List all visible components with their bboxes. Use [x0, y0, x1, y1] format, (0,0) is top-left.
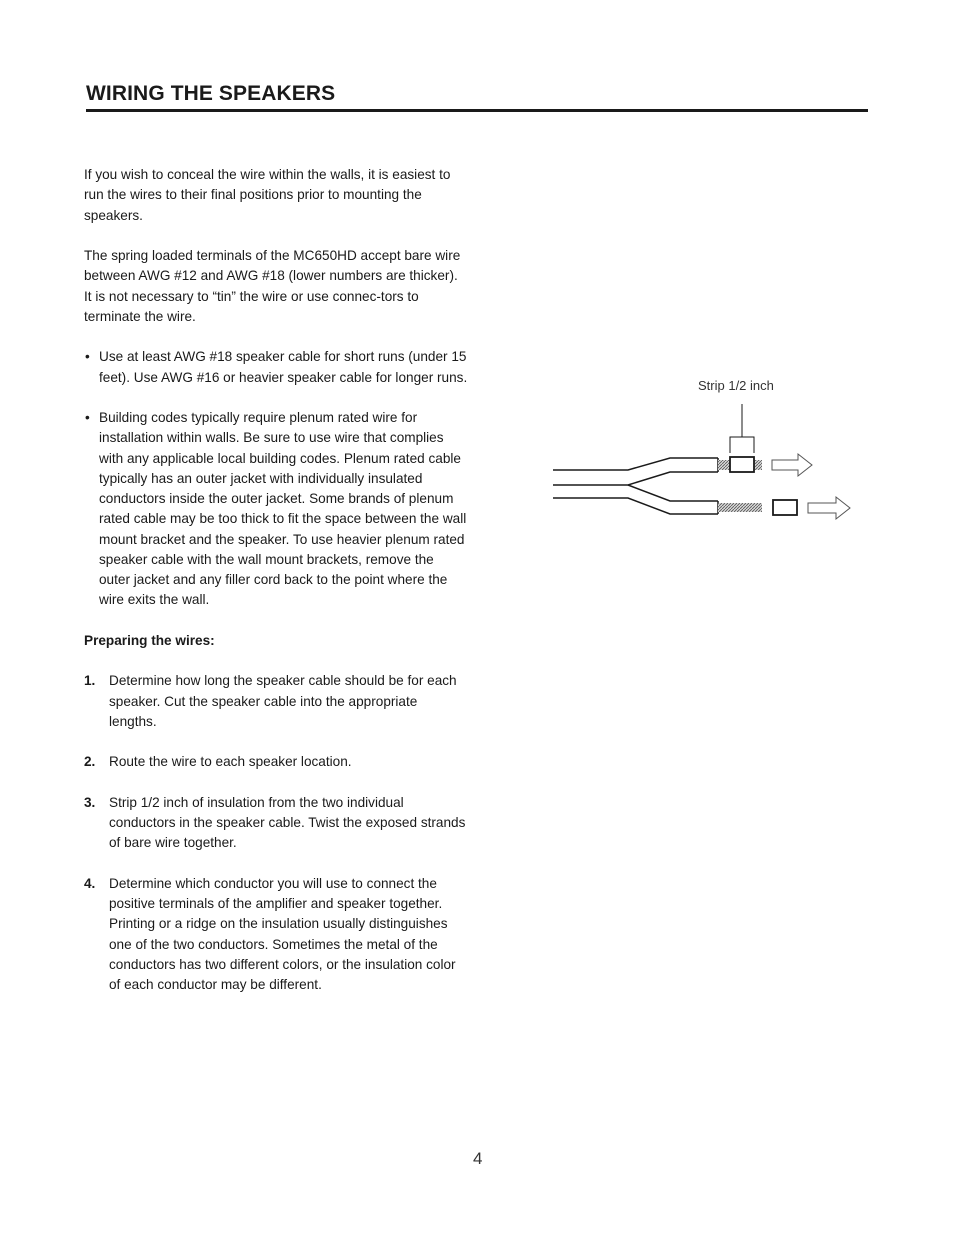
bullet-text: Use at least AWG #18 speaker cable for short runs (under 15 feet). Use AWG #16 or heavier speaker cable for longer runs.: [99, 349, 468, 385]
step-text: Determine how long the speaker cable should be for each speaker. Cut the speaker cable into the appropriate lengths.: [109, 673, 457, 729]
step-number: 4.: [84, 875, 96, 891]
strip-label: Strip 1/2 inch: [698, 378, 774, 393]
bullet-marker: •: [85, 410, 90, 425]
step-item: [84, 793, 468, 854]
step-item: [84, 671, 468, 732]
step-text: Strip 1/2 inch of insulation from the two individual conductors in the speaker cable. Twist the exposed strands of bare wire together.: [109, 794, 466, 851]
title-rule: [86, 109, 868, 112]
step-number: 2.: [84, 754, 96, 770]
page-number: 4: [473, 1149, 483, 1168]
intro-paragraph: The spring loaded terminals of the MC650HD accept bare wire between AWG #12 and AWG #18 (lower numbers are thicker). It is not necessary to “tin” the wire or use connec-tors to terminate the wire.: [84, 248, 461, 324]
arrow-right-icon: [772, 454, 812, 476]
step-text: Determine which conductor you will use to connect the positive terminals of the amplifier and speaker together. Printing or a ridge on the insulation usually distinguishes one of the two conductors. Sometimes the metal of the conductors has two different colors, or the insulation color of each conductor may be different.: [109, 875, 456, 992]
text-column: [84, 165, 468, 1016]
section-heading: Preparing the wires:: [84, 632, 215, 648]
step-number: 3.: [84, 794, 96, 810]
bullet-text: Building codes typically require plenum rated wire for installation within walls. Be sure to use wire that complies with any applicable local building codes. Plenum rated cable typically has an outer jacket with individually insulated conductors inside the outer jacket. Some brands of plenum rated cable may be too thick to fit the space between the wall mount bracket and the speaker. To use heavier plenum rated speaker cable with the wall mount brackets, remove the outer jacket and any filler cord back to the point where the wire exits the wall.: [99, 410, 467, 608]
intro-paragraph: If you wish to conceal the wire within the walls, it is easiest to run the wires to their final positions prior to mounting the speakers.: [84, 167, 451, 223]
bullet-marker: •: [85, 349, 90, 365]
step-item: [84, 874, 468, 996]
cable-jacket: [553, 458, 718, 514]
wire-strip-figure: [548, 374, 858, 524]
wire-diagram: [548, 374, 858, 524]
step-number: 1.: [84, 673, 96, 689]
insulation-slug-top: [730, 457, 754, 472]
bullet-item: [84, 347, 468, 388]
step-text: Route the wire to each speaker location.: [109, 754, 352, 770]
label-leader: [730, 404, 754, 453]
insulation-slug-bottom: [773, 500, 797, 515]
page-title: WIRING THE SPEAKERS: [86, 82, 336, 105]
arrow-right-icon: [808, 497, 850, 519]
bullet-item: [84, 408, 468, 611]
stripped-strands-bottom: [718, 503, 762, 512]
step-item: [84, 752, 468, 772]
